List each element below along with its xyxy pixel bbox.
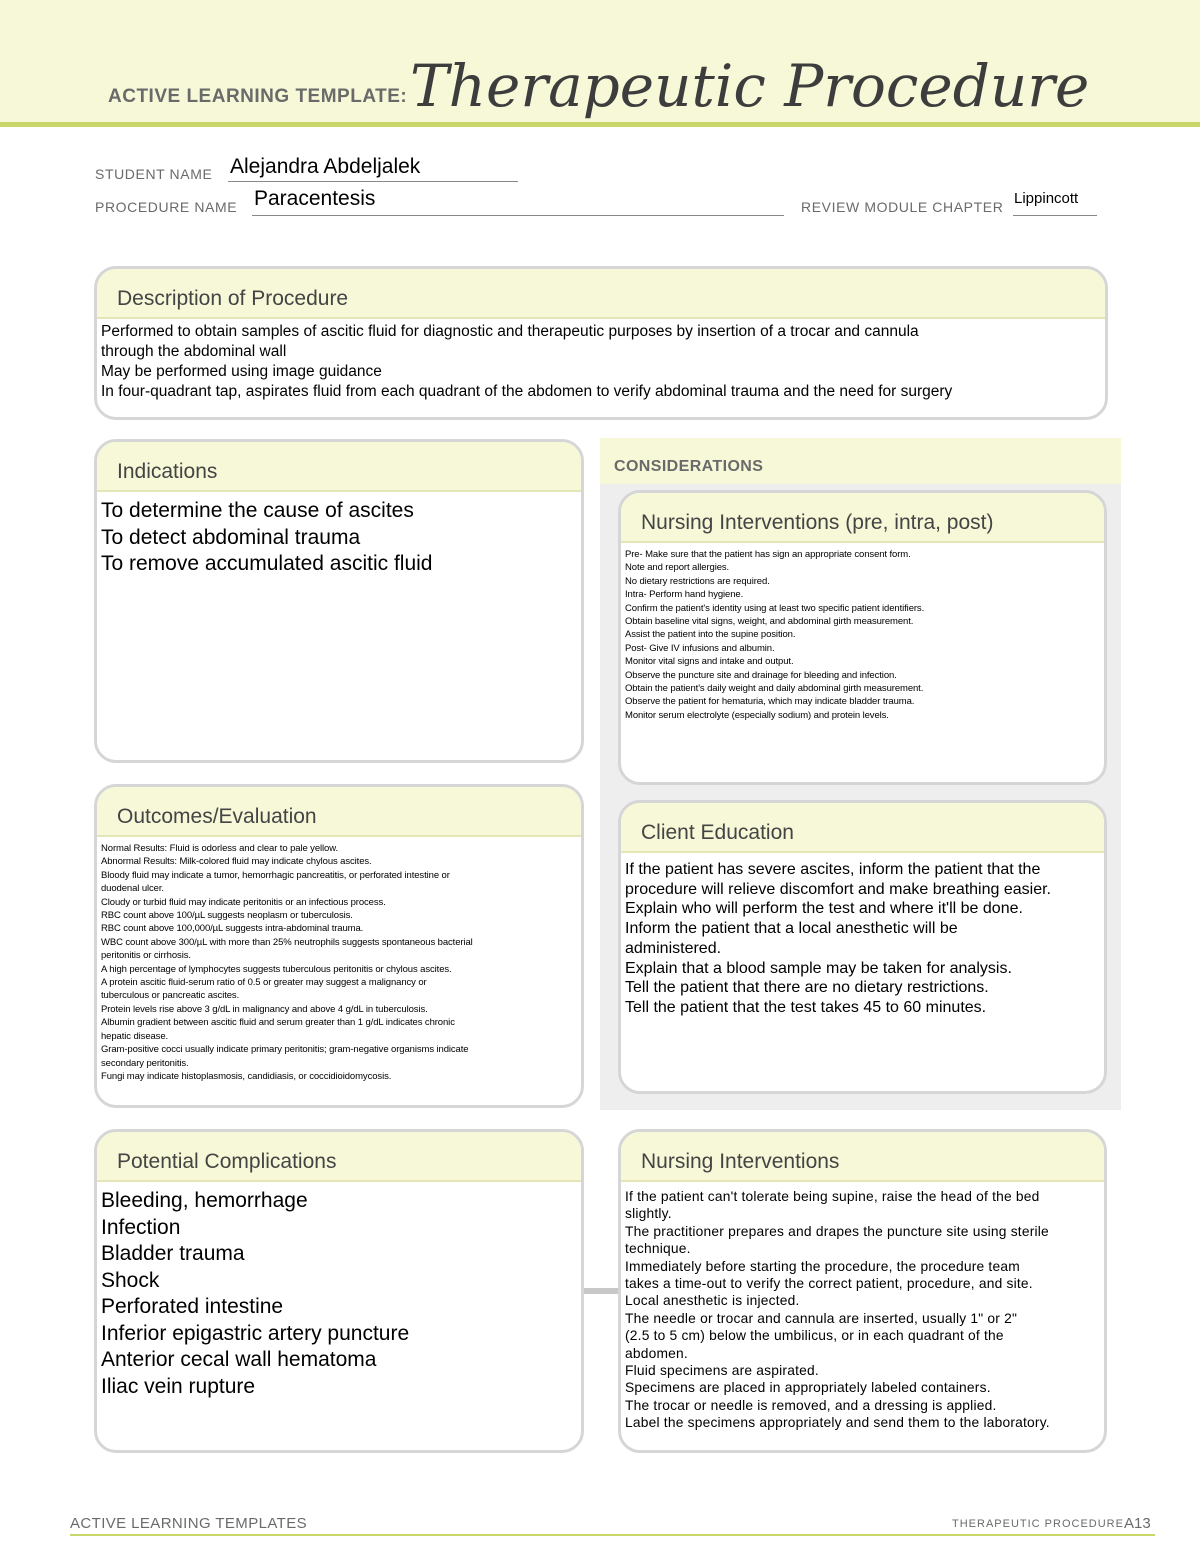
outcome-line: Bloody fluid may indicate a tumor, hemorrhagic pancreatitis, or perforated intestine or [101,869,450,881]
indications-body[interactable] [97,492,581,578]
outcome-line: Normal Results: Fluid is odorless and clear to pale yellow. [101,843,338,854]
nursing-pre-line: Obtain baseline vital signs, weight, and abdominal girth measurement. [625,616,914,628]
outcome-line: RBC count above 100/µL suggests neoplasm or tuberculosis. [101,910,353,922]
nursing-pre-line: Monitor serum electrolyte (especially sodium) and protein levels. [625,709,889,721]
nursing-intervention-line: Label the specimens appropriately and send them to the laboratory. [625,1415,1050,1431]
complication-item: Inferior epigastric artery puncture [101,1321,410,1345]
nursing-intervention-line: takes a time-out to verify the correct patient, procedure, and site. [625,1276,1033,1292]
outcome-line: Albumin gradient between ascitic fluid and serum greater than 1 g/dL indicates chronic [101,1017,455,1029]
student-name-label: STUDENT NAME [95,166,213,182]
nursing-interventions-section [618,1129,1107,1453]
nursing-intervention-line: The trocar or needle is removed, and a dressing is applied. [625,1397,997,1413]
nursing-intervention-line: Fluid specimens are aspirated. [625,1363,819,1379]
nursing-intervention-line: slightly. [625,1206,672,1222]
nursing-intervention-line: technique. [625,1241,691,1257]
description-section [94,266,1108,420]
outcome-line: duodenal ulcer. [101,883,164,895]
outcome-line: Fungi may indicate histoplasmosis, candidiasis, or coccidioidomycosis. [101,1070,392,1082]
nursing-pre-intra-post-body[interactable] [621,543,1104,722]
section-connector [583,1288,620,1294]
outcome-line: A high percentage of lymphocytes suggests tuberculous peritonitis or chylous ascites. [101,963,452,975]
nursing-intervention-line: Specimens are placed in appropriately labeled containers. [625,1380,991,1396]
client-education-line: If the patient has severe ascites, inform the patient that the [625,861,1041,878]
complications-body[interactable] [97,1182,581,1400]
nursing-pre-line: Intra- Perform hand hygiene. [625,589,744,601]
review-module-field[interactable]: Lippincott [1014,190,1079,207]
header-rule [0,122,1200,127]
outcome-line: WBC count above 300/µL with more than 25% neutrophils suggests spontaneous bacterial [101,936,473,948]
description-line: In four-quadrant tap, aspirates fluid from each quadrant of the abdomen to verify abdominal trauma and the need for surgery [101,383,953,400]
outcome-line: secondary peritonitis. [101,1057,189,1069]
complication-item: Anterior cecal wall hematoma [101,1348,377,1371]
indication-item: To detect abdominal trauma [101,525,361,549]
description-line: May be performed using image guidance [101,363,382,380]
outcome-line: Protein levels rise above 3 g/dL in malignancy and above 4 g/dL in tuberculosis. [101,1003,428,1015]
outcome-line: RBC count above 100,000/µL suggests intra-abdominal trauma. [101,923,364,935]
complication-item: Bladder trauma [101,1242,245,1265]
client-education-line: Inform the patient that a local anesthetic will be [625,920,958,938]
template-label: ACTIVE LEARNING TEMPLATE: [108,86,408,107]
description-title: Description of Procedure [97,269,1105,319]
complication-item: Iliac vein rupture [101,1374,256,1398]
complication-item: Perforated intestine [101,1295,284,1318]
complications-title: Potential Complications [97,1132,581,1182]
complications-section [94,1129,584,1453]
nursing-pre-line: Post- Give IV infusions and albumin. [625,642,775,654]
nursing-pre-line: Observe the puncture site and drainage for bleeding and infection. [625,669,897,681]
nursing-intervention-line: Immediately before starting the procedure, the procedure team [625,1258,1020,1274]
review-module-label: REVIEW MODULE CHAPTER [801,199,1004,215]
procedure-name-label: PROCEDURE NAME [95,199,238,215]
outcomes-title: Outcomes/Evaluation [97,787,581,837]
description-line: Performed to obtain samples of ascitic fluid for diagnostic and therapeutic purposes by insertion of a trocar and cannula [101,323,919,340]
nursing-pre-line: Confirm the patient's identity using at least two specific patient identifiers. [625,602,925,614]
client-education-line: administered. [625,939,722,957]
considerations-label: CONSIDERATIONS [614,458,764,475]
nursing-pre-line: Monitor vital signs and intake and output. [625,656,794,668]
complication-item: Shock [101,1268,160,1292]
description-body[interactable] [97,319,1105,402]
outcome-line: peritonitis or cirrhosis. [101,950,191,962]
outcome-line: Gram-positive cocci usually indicate primary peritonitis; gram-negative organisms indicate [101,1044,469,1056]
footer-left-label: ACTIVE LEARNING TEMPLATES [70,1515,307,1532]
footer-right-label: THERAPEUTIC PROCEDURE [952,1518,1124,1530]
nursing-pre-intra-post-title: Nursing Interventions (pre, intra, post) [621,493,1104,543]
nursing-pre-intra-post-section [618,490,1107,785]
page-number: A13 [1124,1515,1151,1532]
nursing-intervention-line: Local anesthetic is injected. [625,1293,800,1309]
client-education-line: Explain who will perform the test and where it'll be done. [625,900,1023,918]
client-education-line: Tell the patient that there are no dietary restrictions. [625,979,989,997]
nursing-interventions-title: Nursing Interventions [621,1132,1104,1182]
outcomes-section [94,784,584,1108]
nursing-interventions-body[interactable] [621,1182,1104,1432]
nursing-pre-line: Assist the patient into the supine position. [625,629,796,641]
nursing-intervention-line: abdomen. [625,1345,688,1361]
outcomes-body[interactable] [97,837,581,1083]
complication-item: Bleeding, hemorrhage [101,1189,308,1212]
nursing-pre-line: Obtain the patient's daily weight and daily abdominal girth measurement. [625,683,924,695]
nursing-intervention-line: (2.5 to 5 cm) below the umbilicus, or in each quadrant of the [625,1328,1004,1344]
nursing-pre-line: Pre- Make sure that the patient has sign an appropriate consent form. [625,549,911,560]
outcome-line: hepatic disease. [101,1030,169,1042]
indication-item: To determine the cause of ascites [101,499,414,522]
indication-item: To remove accumulated ascitic fluid [101,552,433,575]
outcome-line: Cloudy or turbid fluid may indicate peritonitis or an infectious process. [101,896,386,908]
outcome-line: tuberculous or pancreatic ascites. [101,990,240,1002]
outcome-line: A protein ascitic fluid-serum ratio of 0.5 or greater may suggest a malignancy or [101,977,427,989]
client-education-section [618,800,1107,1094]
indications-title: Indications [97,442,581,492]
outcome-line: Abnormal Results: Milk-colored fluid may indicate chylous ascites. [101,856,372,868]
nursing-intervention-line: The needle or trocar and cannula are inserted, usually 1" or 2" [625,1310,1018,1326]
nursing-pre-line: Note and report allergies. [625,562,730,574]
student-name-field[interactable]: Alejandra Abdeljalek [230,155,421,178]
page-title: Therapeutic Procedure [410,52,1090,120]
client-education-body[interactable] [621,853,1104,1018]
nursing-pre-line: No dietary restrictions are required. [625,575,770,587]
description-line: through the abdominal wall [101,343,287,360]
nursing-intervention-line: The practitioner prepares and drapes the puncture site using sterile [625,1223,1049,1239]
client-education-line: Tell the patient that the test takes 45 to 60 minutes. [625,998,987,1016]
client-education-line: Explain that a blood sample may be taken for analysis. [625,959,1012,977]
client-education-line: procedure will relieve discomfort and make breathing easier. [625,880,1051,898]
footer-rule [70,1534,1155,1536]
nursing-pre-line: Observe the patient for hematuria, which may indicate bladder trauma. [625,696,915,708]
complication-item: Infection [101,1215,181,1239]
client-education-title: Client Education [621,803,1104,853]
procedure-name-field[interactable]: Paracentesis [254,187,376,210]
indications-section [94,439,584,763]
nursing-intervention-line: If the patient can't tolerate being supine, raise the head of the bed [625,1189,1040,1204]
